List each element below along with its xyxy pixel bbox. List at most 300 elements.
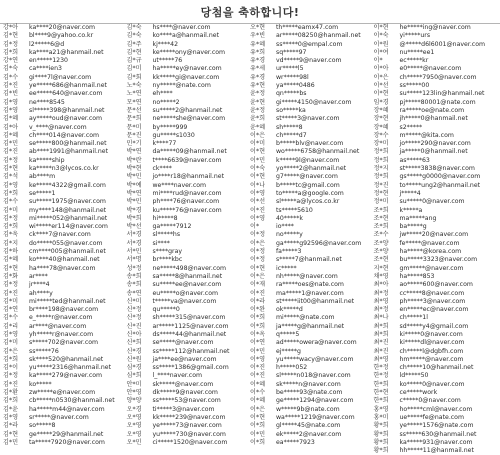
winner-name: 이*현: [250, 264, 266, 272]
winner-row: [374, 99, 498, 107]
winner-row: [127, 231, 251, 239]
winner-name: 송*희: [126, 272, 142, 280]
winner-row: [374, 24, 498, 32]
winner-name: 이*영: [250, 189, 266, 197]
winner-name: 김*숙: [3, 65, 19, 73]
winner-row: [374, 148, 498, 156]
winner-email: ts*****5610: [276, 206, 313, 214]
winner-name: 김*연: [3, 306, 19, 314]
winner-email: cc*****8@naver.com: [399, 289, 465, 297]
winner-name: 한*희: [373, 380, 389, 388]
winner-row: [3, 281, 127, 289]
winner-name: 김*희: [3, 223, 19, 231]
winner-name: 유*현: [250, 82, 266, 90]
winner-name: 장*수: [373, 131, 389, 139]
winner-email: ao*****600@naver.com: [399, 281, 473, 289]
winner-row: [3, 406, 127, 414]
winner-email: hi*****8: [152, 214, 178, 222]
winner-row: [374, 215, 498, 223]
winner-email: ku*****76@naver.com: [152, 206, 222, 214]
winner-row: [127, 207, 251, 215]
winner-email: sl*****a@lycos.co.kr: [276, 198, 340, 206]
winner-row: [374, 422, 498, 430]
winner-name: 이*진: [250, 372, 266, 380]
winner-row: [250, 348, 374, 356]
winner-email: kj****42: [152, 40, 179, 48]
winner-email: ho*****cml@naver.com: [399, 405, 473, 413]
winner-name: 이*수: [250, 389, 266, 397]
winner-email: gs*****g0000@naver.com: [399, 173, 481, 181]
winner-email: mi*****@nate.com: [276, 314, 335, 322]
winner-name: 오*영: [126, 430, 142, 438]
winner-row: [374, 32, 498, 40]
winner-name: 김*정: [3, 214, 19, 222]
winner-name: 최*영: [373, 355, 389, 363]
winner-email: mi*****ted@hanmail.net: [29, 297, 106, 305]
winner-name: 김*아: [3, 123, 19, 131]
winner-row: [127, 115, 251, 123]
winners-column-1: [3, 24, 127, 455]
winner-email: se*****1: [29, 189, 56, 197]
winner-row: [374, 74, 498, 82]
winner-name: 황*희: [373, 422, 389, 430]
winner-name: 신*정: [126, 314, 142, 322]
winner-name: 김*정: [3, 372, 19, 380]
winner-row: [3, 439, 127, 447]
winner-name: 이*재: [250, 281, 266, 289]
winner-name: 신*희: [126, 339, 142, 347]
winner-email: ke*****4322@gmail.com: [29, 181, 106, 189]
winner-row: [250, 99, 374, 107]
winner-email: hm*****@naver.com: [399, 355, 464, 363]
winner-name: 최*희: [373, 330, 389, 338]
winner-row: [374, 372, 498, 380]
winner-name: 김*정: [3, 281, 19, 289]
winner-email: yu*****wacy@naver.com: [276, 355, 354, 363]
winner-email: ha*****@korea.com: [399, 248, 462, 256]
winner-email: as*****63: [399, 156, 430, 164]
winner-row: [127, 215, 251, 223]
winner-email: b*****tc@gmail.com: [276, 181, 340, 189]
winner-name: 박*연: [126, 189, 142, 197]
winner-email: qu*****0: [152, 306, 180, 314]
winner-email: nh*****@naver.com: [276, 272, 338, 280]
winner-name: 최*정: [373, 306, 389, 314]
winner-name: 신*정: [126, 306, 142, 314]
winner-name: 김*정: [3, 40, 19, 48]
winner-name: 이*현: [373, 24, 389, 31]
winner-email: jh*****0@hanmail.net: [399, 115, 468, 123]
winner-email: ch*****l@dgbfh.com: [399, 347, 464, 355]
winner-row: [374, 290, 498, 298]
winner-name: 김*라: [3, 422, 19, 430]
winner-name: 홍*미: [373, 413, 389, 421]
winner-name: 신*미: [126, 297, 142, 305]
winner-email: su*****123lin@hanmail.net: [399, 90, 485, 98]
winner-row: [250, 439, 374, 447]
winner-email: k*****a: [399, 206, 423, 214]
winner-email: ba*****g: [399, 223, 427, 231]
winner-row: [3, 157, 127, 165]
winner-email: en*****1230: [29, 57, 68, 65]
winner-row: [127, 65, 251, 73]
winner-email: su*****2@hanmail.net: [152, 106, 223, 114]
winner-name: 김*리: [3, 322, 19, 330]
winner-email: ic*****: [276, 264, 297, 272]
winner-row: [250, 124, 374, 132]
winner-email: ar*****08250@hanmail.net: [276, 32, 361, 40]
winner-name: 최*나: [373, 314, 389, 322]
winner-name: 정*현: [373, 189, 389, 197]
winner-row: [374, 273, 498, 281]
winner-row: [127, 372, 251, 380]
winners-column-3: [250, 24, 374, 455]
winner-email: ab****m: [29, 173, 56, 181]
winner-row: [127, 248, 251, 256]
winner-row: [250, 339, 374, 347]
winner-row: [250, 281, 374, 289]
winner-email: su*****ee@naver.com: [152, 281, 222, 289]
winner-row: [3, 148, 127, 156]
winner-row: [127, 414, 251, 422]
winner-row: [3, 90, 127, 98]
winner-row: [250, 173, 374, 181]
winner-email: ss*****76: [29, 347, 59, 355]
winner-row: [374, 281, 498, 289]
winner-email: st*****iit00@hanmail.net: [276, 297, 355, 305]
winner-email: s****gray: [152, 248, 183, 256]
winner-name: 이*현: [250, 413, 266, 421]
winner-row: [127, 41, 251, 49]
winner-row: [374, 41, 498, 49]
winner-row: [3, 190, 127, 198]
winner-name: 김*화: [3, 272, 19, 280]
winner-name: 한*정: [373, 372, 389, 380]
winner-row: [374, 157, 498, 165]
winner-email: ko****a@hanmail.net: [152, 32, 220, 40]
winner-name: 강*연: [3, 57, 19, 65]
winner-email: ya*****0486: [276, 82, 315, 90]
winner-email: th*****eamx47.com: [276, 24, 339, 31]
winner-name: 최*영: [373, 297, 389, 305]
winner-row: [3, 207, 127, 215]
winner-email: su*****1975@naver.com: [29, 198, 106, 206]
winner-name: 임*경: [373, 98, 389, 106]
winner-email: ur*****l5: [276, 65, 304, 73]
winner-email: se*****800@hanmail.net: [29, 140, 107, 148]
winner-email: bu*****3323@naver.com: [399, 256, 478, 264]
winner-name: 유*희: [250, 48, 266, 56]
winner-email: ek*****2@naver.com: [276, 430, 342, 438]
winner-email: ar*****1125@naver.com: [152, 322, 229, 330]
winner-row: [250, 290, 374, 298]
winner-row: [3, 256, 127, 264]
winner-email: ge*****1294@naver.com: [276, 397, 354, 405]
winner-name: 이*은: [373, 73, 389, 81]
winner-email: ss*****112@hanmail.net: [152, 347, 230, 355]
winner-name: 유*경: [250, 57, 266, 65]
winner-name: 이*진: [250, 206, 266, 214]
winner-name: 정*희: [373, 156, 389, 164]
winner-name: 이*영: [250, 214, 266, 222]
winner-name: 이*: [250, 223, 260, 231]
winner-email: sl*****398@hanmail.net: [29, 106, 105, 114]
winner-email: se*****@naver.com: [152, 339, 214, 347]
winner-name: 김*영: [3, 413, 19, 421]
winner-row: [250, 65, 374, 73]
winner-email: ah****y: [29, 289, 53, 297]
winner-name: 김*미: [3, 339, 19, 347]
winner-email: sk*****@naver.com: [152, 380, 214, 388]
winner-row: [3, 240, 127, 248]
winner-email: ck****7@naver.com: [29, 231, 91, 239]
winner-email: jo*****290@naver.com: [399, 140, 471, 148]
winner-name: 문*희: [126, 115, 142, 123]
winner-name: 서*경: [126, 231, 142, 239]
winner-email: sq*****97: [276, 48, 307, 56]
winner-name: 이*희: [250, 422, 266, 430]
winner-email: ka****a21@hanmail.net: [29, 48, 104, 56]
winner-name: 이*선: [373, 82, 389, 90]
winner-email: en*****ec@naver.com: [399, 306, 469, 314]
winner-name: 이*영: [250, 355, 266, 363]
winner-name: 노*연: [126, 90, 142, 98]
winner-email: ka****20@naver.com: [29, 24, 96, 31]
winner-name: 이*원: [373, 40, 389, 48]
winner-name: 조*양: [373, 248, 389, 256]
winner-email: ch****014@naver.com: [29, 131, 100, 139]
winner-name: 민*기: [126, 140, 142, 148]
winner-name: 김*욱: [3, 231, 19, 239]
winner-row: [374, 323, 498, 331]
winner-name: 박*선: [126, 223, 142, 231]
winner-email: mi*****052@hanmail.net: [29, 214, 108, 222]
winner-row: [250, 132, 374, 140]
winner-row: [374, 439, 498, 447]
winner-row: [127, 256, 251, 264]
winner-email: k*****9l@naver.com: [276, 156, 340, 164]
winner-email: wr*****98l: [276, 73, 309, 81]
winner-row: [127, 240, 251, 248]
winner-email: sr*****@naver.com: [29, 413, 89, 421]
winner-name: 김*미: [3, 206, 19, 214]
winner-name: 정*지: [373, 165, 389, 173]
winner-name: 김*진: [3, 289, 19, 297]
winner-name: 심*희: [126, 372, 142, 380]
winner-name: 김*진: [3, 148, 19, 156]
winner-name: 김*혜: [3, 131, 19, 139]
winner-email: pj*****80001@nate.com: [399, 98, 476, 106]
winner-name: 윤*혜: [250, 123, 266, 131]
winner-name: 이*아: [373, 65, 389, 73]
winner-email: jr****4: [29, 281, 50, 289]
winner-row: [127, 339, 251, 347]
winner-row: [250, 397, 374, 405]
winner-name: 김*영: [3, 106, 19, 114]
winner-email: ti*****3@naver.com: [152, 405, 215, 413]
winner-row: [3, 422, 127, 430]
winner-name: 김*지: [3, 239, 19, 247]
winner-row: [374, 381, 498, 389]
winner-row: [374, 447, 498, 455]
winner-row: [250, 422, 374, 430]
winner-email: l_****naver.com: [152, 372, 203, 380]
winner-name: 안*미: [126, 380, 142, 388]
winner-row: [3, 49, 127, 57]
winner-row: [3, 397, 127, 405]
winner-row: [374, 132, 498, 140]
winner-email: jw*****20@naver.com: [399, 231, 469, 239]
winner-row: [250, 82, 374, 90]
winner-name: 이*희: [250, 314, 266, 322]
winner-email: ko*****: [29, 380, 52, 388]
winner-email: ne*****she@naver.com: [152, 115, 226, 123]
winner-email: su*****0@naver.com: [399, 198, 465, 206]
winner-name: 정*희: [373, 148, 389, 156]
winner-row: [127, 273, 251, 281]
winner-email: gu*****s1030: [152, 131, 195, 139]
winner-name: 한*현: [373, 389, 389, 397]
winner-email: ye*****686@hanmail.net: [29, 82, 107, 90]
winner-row: [374, 364, 498, 372]
winner-email: cb*****n0530@hanmail.net: [29, 397, 115, 405]
winner-name: 김*희: [3, 48, 19, 56]
winner-name: 최*아: [373, 281, 389, 289]
winner-name: 김*영: [3, 330, 19, 338]
winner-name: 김*정: [3, 156, 19, 164]
winner-row: [374, 231, 498, 239]
winner-row: [3, 65, 127, 73]
winner-name: 박*희: [126, 214, 142, 222]
winner-email: do*****055@naver.com: [29, 239, 103, 247]
winner-row: [374, 90, 498, 98]
winner-email: ok*****d: [276, 306, 303, 314]
winner-email: g7*****@naver.com: [276, 173, 338, 181]
winner-name: 김*희: [3, 355, 19, 363]
winner-name: 김*수: [3, 73, 19, 81]
winner-row: [374, 306, 498, 314]
winner-email: yo*****2@hanmail.net: [276, 165, 347, 173]
winner-row: [3, 314, 127, 322]
winner-email: j*****4: [399, 189, 421, 197]
winner-email: to*****ung2@hanmail.net: [399, 181, 481, 189]
winner-name: 우*빈: [250, 32, 266, 40]
winner-email: hs****@naver.com: [152, 24, 211, 31]
winner-email: q*****5: [276, 330, 300, 338]
winner-name: 김*민: [3, 140, 19, 148]
winner-email: st*****3@naver.com: [276, 115, 340, 123]
winner-name: 최*정: [373, 289, 389, 297]
winner-email: ki*****0@naver.com: [399, 330, 463, 338]
winner-email: t****6639@naver.com: [152, 156, 222, 164]
winner-email: hh*****11@hanmail.net: [399, 447, 474, 455]
winner-email: qn*****bs: [276, 90, 307, 98]
winner-email: ad*****owera@naver.com: [276, 339, 357, 347]
winner-row: [127, 422, 251, 430]
winner-row: [3, 115, 127, 123]
winner-email: ss*****630@hanmail.net: [399, 430, 477, 438]
winner-email: ut*****76: [152, 57, 183, 65]
winner-email: ds*****44@hanmail.net: [152, 330, 227, 338]
winner-name: 채*영: [373, 272, 389, 280]
winner-row: [3, 348, 127, 356]
winner-name: 이*완: [250, 306, 266, 314]
winner-row: [127, 281, 251, 289]
winner-row: [250, 49, 374, 57]
winner-email: ci*****1520@naver.com: [152, 438, 228, 446]
winner-name: 박*현: [126, 165, 142, 173]
winner-email: sd*****y4@gmail.com: [399, 322, 469, 330]
winner-email: k****77: [152, 140, 177, 148]
winner-email: ha*****ey@naver.com: [152, 65, 222, 73]
winner-email: s*****7@hanmail.net: [276, 256, 342, 264]
winner-name: 이*은: [250, 405, 266, 413]
winner-email: nu*****ee1: [399, 48, 435, 56]
winner-name: 이*연: [250, 339, 266, 347]
winner-name: 장*혜: [373, 123, 389, 131]
winner-name: 김*현: [3, 430, 19, 438]
winner-name: 이*현: [250, 173, 266, 181]
winner-row: [3, 290, 127, 298]
winner-email: ki*****dl@naver.com: [399, 339, 465, 347]
winner-email: ay*****oud@naver.com: [29, 115, 103, 123]
winner-name: 장*현: [373, 115, 389, 123]
winner-row: [127, 148, 251, 156]
winner-email: ka*****ship: [29, 156, 65, 164]
winner-name: 조*희: [373, 206, 389, 214]
winner-row: [127, 364, 251, 372]
winner-row: [127, 439, 251, 447]
winner-name: 조*양: [373, 239, 389, 247]
winner-name: 오*영: [126, 413, 142, 421]
winner-name: 유*경: [250, 73, 266, 81]
winner-row: [127, 157, 251, 165]
winner-email: fa*****3: [276, 248, 302, 256]
winner-name: 신*진: [126, 322, 142, 330]
winner-email: ph*****3@naver.com: [399, 297, 466, 305]
winner-row: [127, 397, 251, 405]
winner-name: 김*미: [3, 297, 19, 305]
winner-email: jo****r18@hanmail.net: [152, 173, 224, 181]
winner-name: 박*민: [126, 198, 142, 206]
winner-email: so*****ka: [276, 106, 306, 114]
winner-row: [127, 298, 251, 306]
winner-name: 이*민: [250, 347, 266, 355]
winner-email: kk*****239@naver.com: [152, 413, 226, 421]
winner-name: 이*은: [250, 272, 266, 280]
winner-row: [250, 431, 374, 439]
winner-row: [3, 431, 127, 439]
winner-name: 안*영: [126, 389, 142, 397]
winner-name: 박*연: [126, 148, 142, 156]
winner-row: [374, 115, 498, 123]
winner-email: ra*****oes@nate.com: [276, 281, 344, 289]
winner-name: 노*숙: [126, 82, 142, 90]
winner-name: 신*원: [126, 355, 142, 363]
winner-email: ab****1991@hanmail.net: [29, 148, 109, 156]
winner-row: [3, 74, 127, 82]
winner-name: 김*미: [126, 65, 142, 73]
winner-name: 조*수: [373, 231, 389, 239]
winner-name: 문*선: [126, 106, 142, 114]
winner-email: ss*****1386@gmail.com: [152, 364, 229, 372]
winner-email: ne****8545: [29, 98, 65, 106]
winner-email: fe*****@naver.com: [399, 239, 460, 247]
winner-row: [3, 182, 127, 190]
winner-row: [374, 414, 498, 422]
winner-email: ne*****498@naver.com: [152, 264, 227, 272]
winner-email: ec*****kr: [399, 57, 429, 65]
